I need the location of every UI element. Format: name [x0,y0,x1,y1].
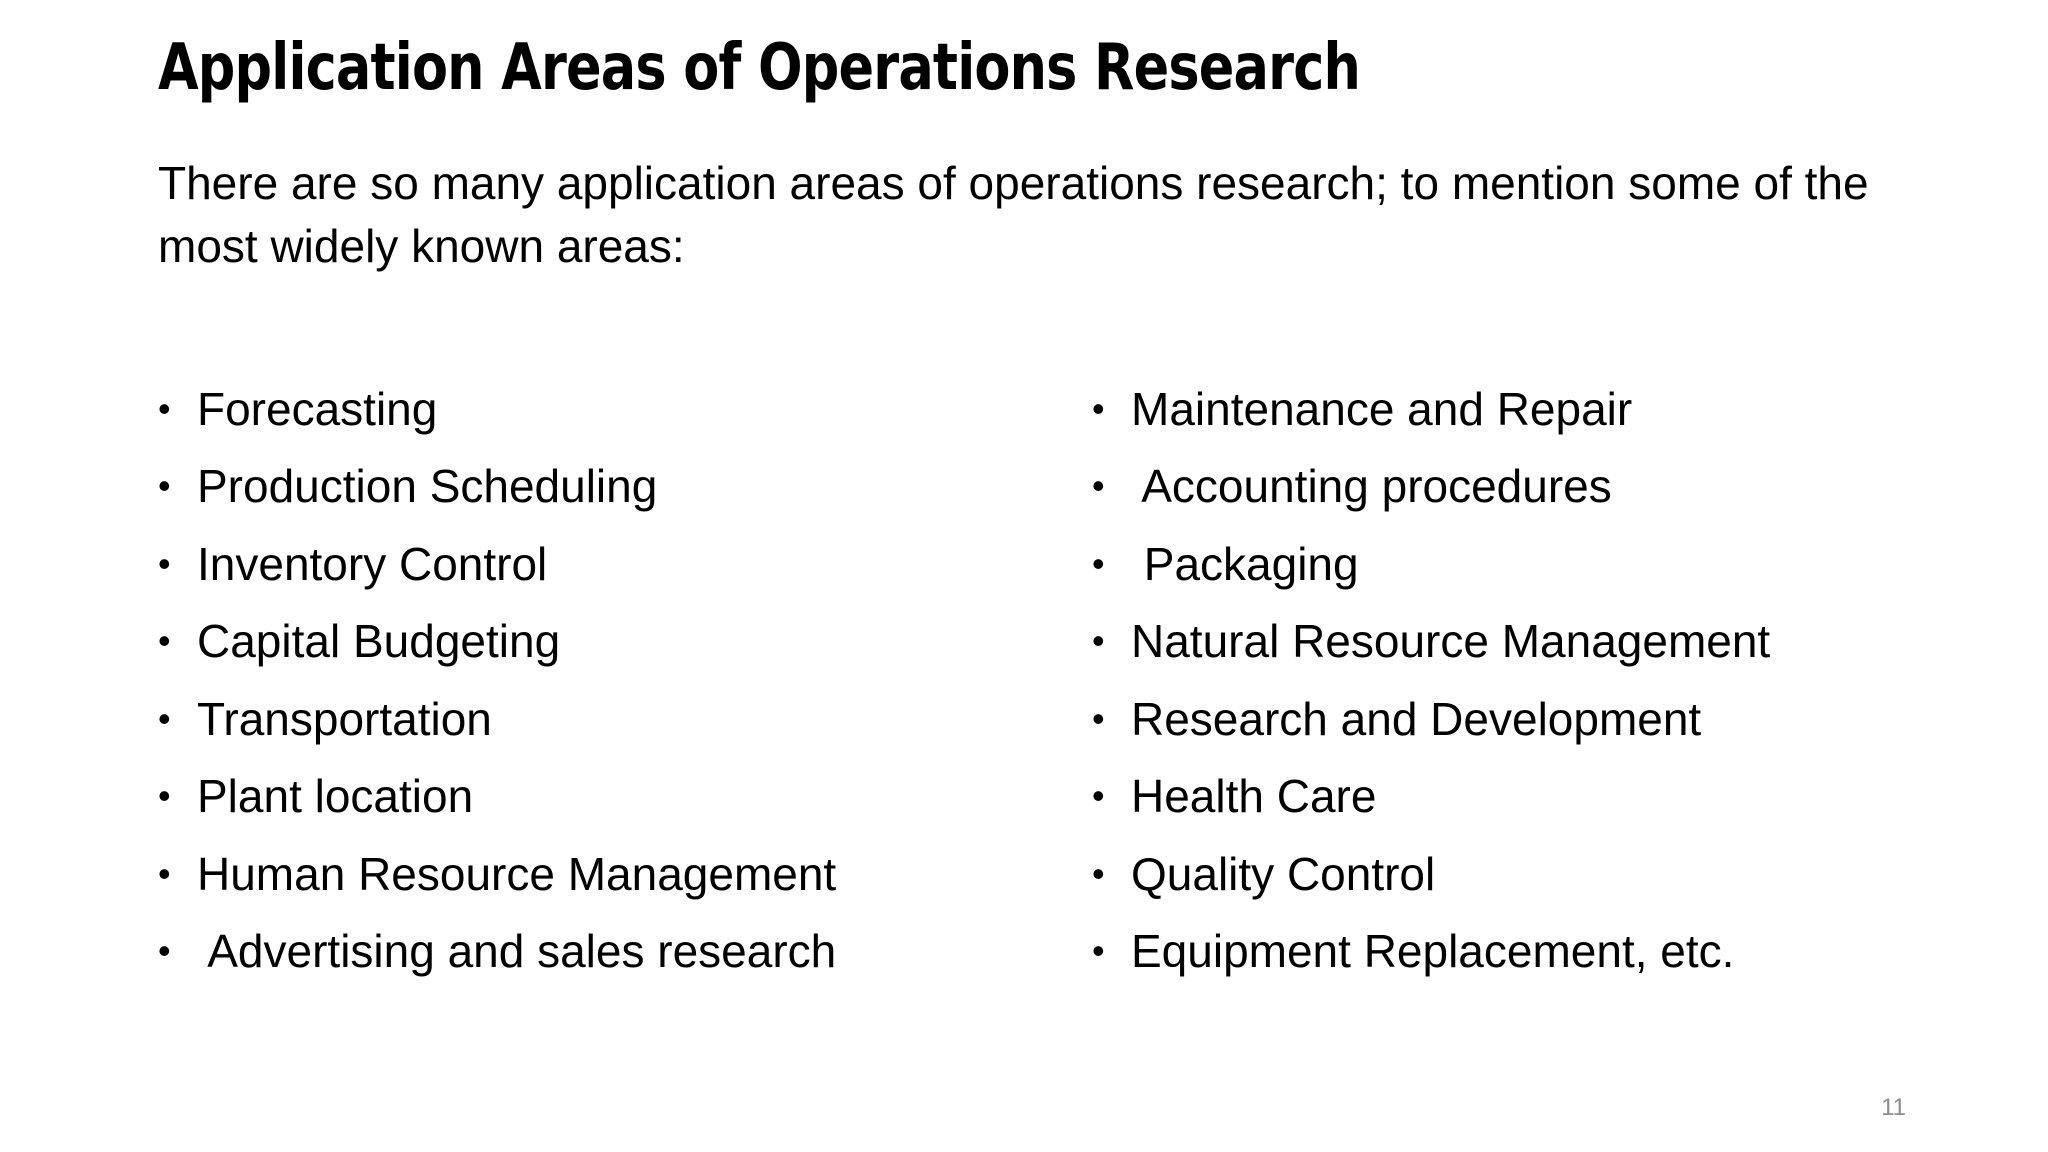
list-item [158,680,1038,758]
bullet-icon: • [158,775,171,817]
bullet-icon: • [1092,465,1105,507]
list-item-label: Equipment Replacement, etc. [1131,925,1735,978]
list-item [1092,835,1972,913]
bullet-icon: • [158,697,171,739]
list-item-label: Human Resource Management [197,847,837,900]
bullet-icon: • [158,620,171,662]
bullet-icon: • [1092,697,1105,739]
list-item-label: Forecasting [197,382,438,435]
slide-title: Application Areas of Operations Research [158,31,1361,105]
bullet-icon: • [158,465,171,507]
list-item [1092,525,1972,603]
list-item-label: Production Scheduling [197,460,658,513]
list-item-label: Inventory Control [197,537,548,590]
bullet-icon: • [1092,930,1105,972]
right-bullet-list [1092,370,1972,990]
bullet-icon: • [158,542,171,584]
list-item [158,913,1038,991]
list-item-label: Advertising and sales research [197,925,837,978]
list-item-label: Capital Budgeting [197,615,561,668]
list-item-label: Natural Resource Management [1131,615,1771,668]
bullet-icon: • [1092,620,1105,662]
list-item [1092,603,1972,681]
page-number: 11 [1881,1094,1906,1121]
list-item-label: Quality Control [1131,847,1436,900]
list-item-label: Accounting procedures [1131,460,1612,513]
list-item [1092,758,1972,836]
bullet-icon: • [1092,852,1105,894]
list-item [1092,448,1972,526]
list-item [1092,680,1972,758]
list-item-label: Maintenance and Repair [1131,382,1633,435]
bullet-icon: • [158,930,171,972]
list-item-label: Transportation [197,692,492,745]
list-item [1092,913,1972,991]
list-item-label: Research and Development [1131,692,1702,745]
list-item [158,525,1038,603]
bullet-icon: • [1092,775,1105,817]
left-bullet-list [158,370,1038,990]
list-item-label: Plant location [197,770,474,823]
list-item [158,370,1038,448]
list-item [158,758,1038,836]
list-item [158,448,1038,526]
list-item [158,603,1038,681]
list-item-label: Health Care [1131,770,1377,823]
bullet-icon: • [158,852,171,894]
list-item [158,835,1038,913]
bullet-icon: • [1092,387,1105,429]
intro-paragraph: There are so many application areas of operations research; to mention some of the most widely known areas: [158,157,1869,272]
bullet-icon: • [1092,542,1105,584]
list-item-label: Packaging [1131,537,1359,590]
bullet-icon: • [158,387,171,429]
list-item [1092,370,1972,448]
